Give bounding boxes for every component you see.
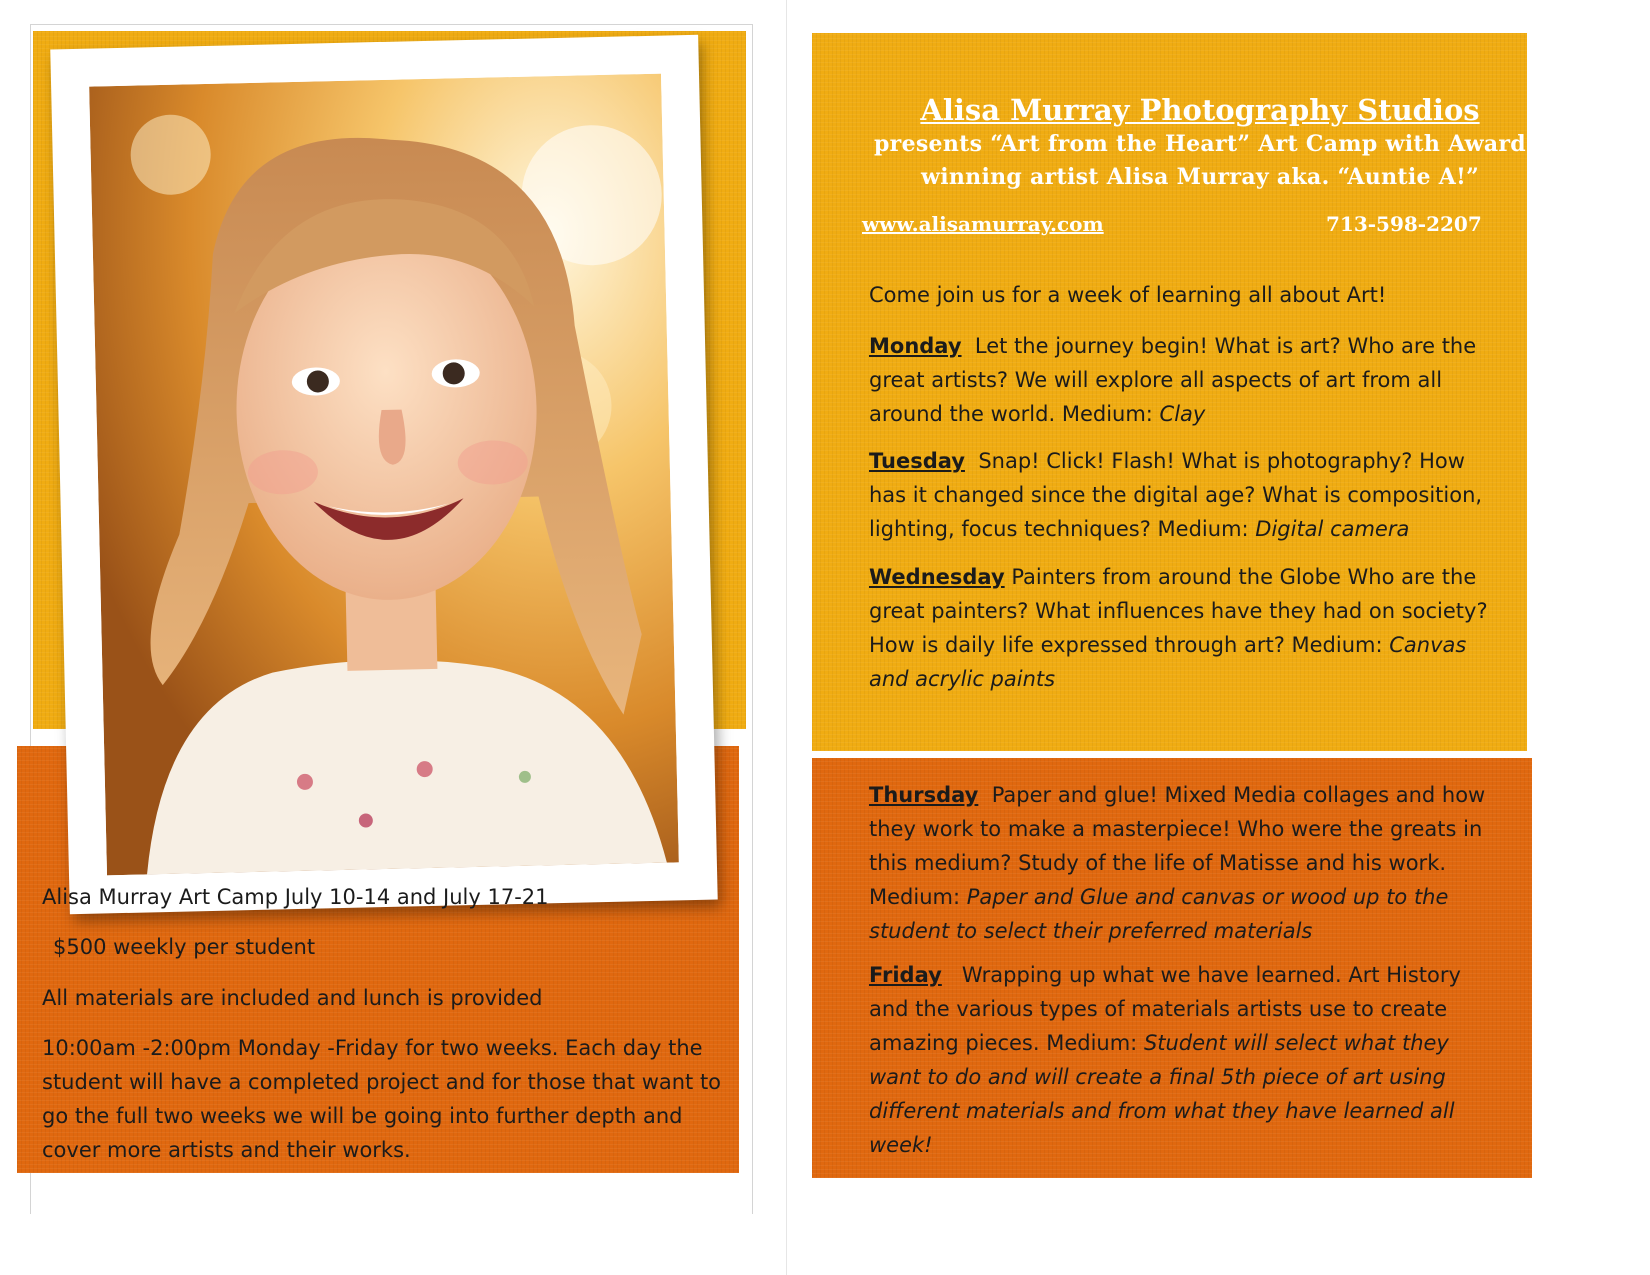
camp-materials: All materials are included and lunch is provided [42, 986, 543, 1010]
day-label-thursday: Thursday [869, 783, 979, 807]
camp-price: $500 weekly per student [53, 935, 316, 959]
intro-text: Come join us for a week of learning all about Art! [869, 283, 1387, 307]
subtitle-line-1: presents “Art from the Heart” Art Camp with Award [874, 131, 1526, 157]
monday-block [869, 329, 1489, 447]
wednesday-description: Painters from around the Globe Who are the great painters? What influences have they had on society? How is daily life expressed through art? Medium: [869, 565, 1488, 657]
fold-line [786, 0, 787, 1275]
tuesday-description: Snap! Click! Flash! What is photography? How has it changed since the digital age? What is composition, lighting, focus techniques? Medium: [869, 449, 1483, 541]
tuesday-medium: Digital camera [1255, 517, 1410, 541]
tuesday-block [869, 444, 1489, 562]
phone-number: 713-598-2207 [1326, 212, 1482, 236]
friday-description: Wrapping up what we have learned. Art History and the various types of materials artists use to create amazing pieces. Medium: [869, 963, 1461, 1055]
photo-frame [50, 35, 717, 914]
friday-block [869, 958, 1489, 1178]
thursday-block [869, 778, 1489, 964]
subtitle-line-2: winning artist Alisa Murray aka. “Auntie A!” [920, 164, 1480, 190]
day-label-tuesday: Tuesday [869, 449, 965, 473]
left-page-top-edge [30, 24, 752, 25]
studio-title: Alisa Murray Photography Studios [920, 93, 1480, 127]
flyer-header [860, 92, 1540, 194]
friday-medium: Student will select what they want to do and will create a final 5th piece of art using different materials and from what they have learned all week! [869, 1031, 1455, 1157]
monday-description: Let the journey begin! What is art? Who are the great artists? We will explore all aspects of art from all around the world. Medium: [869, 334, 1477, 426]
monday-medium: Clay [1159, 402, 1206, 426]
day-label-monday: Monday [869, 334, 962, 358]
girl-portrait-image [89, 74, 679, 876]
camp-dates: Alisa Murray Art Camp July 10-14 and July 17-21 [42, 885, 549, 909]
thursday-description: Paper and glue! Mixed Media collages and how they work to make a masterpiece! Who were the greats in this medium? Study of the life of Matisse and his work. Medium: [869, 783, 1486, 909]
wednesday-block [869, 560, 1489, 712]
day-label-friday: Friday [869, 963, 942, 987]
thursday-medium: Paper and Glue and canvas or wood up to the student to select their preferred materials [869, 885, 1449, 943]
website-link[interactable]: www.alisamurray.com [862, 212, 1104, 236]
left-page-right-edge [752, 24, 753, 1214]
day-label-wednesday: Wednesday [869, 565, 1005, 589]
camp-schedule: 10:00am -2:00pm Monday -Friday for two weeks. Each day the student will have a completed project and for those that want to go the full two weeks we will be going into further depth and cover more artists and their works. [42, 1036, 722, 1162]
wednesday-medium: Canvas and acrylic paints [869, 633, 1467, 691]
